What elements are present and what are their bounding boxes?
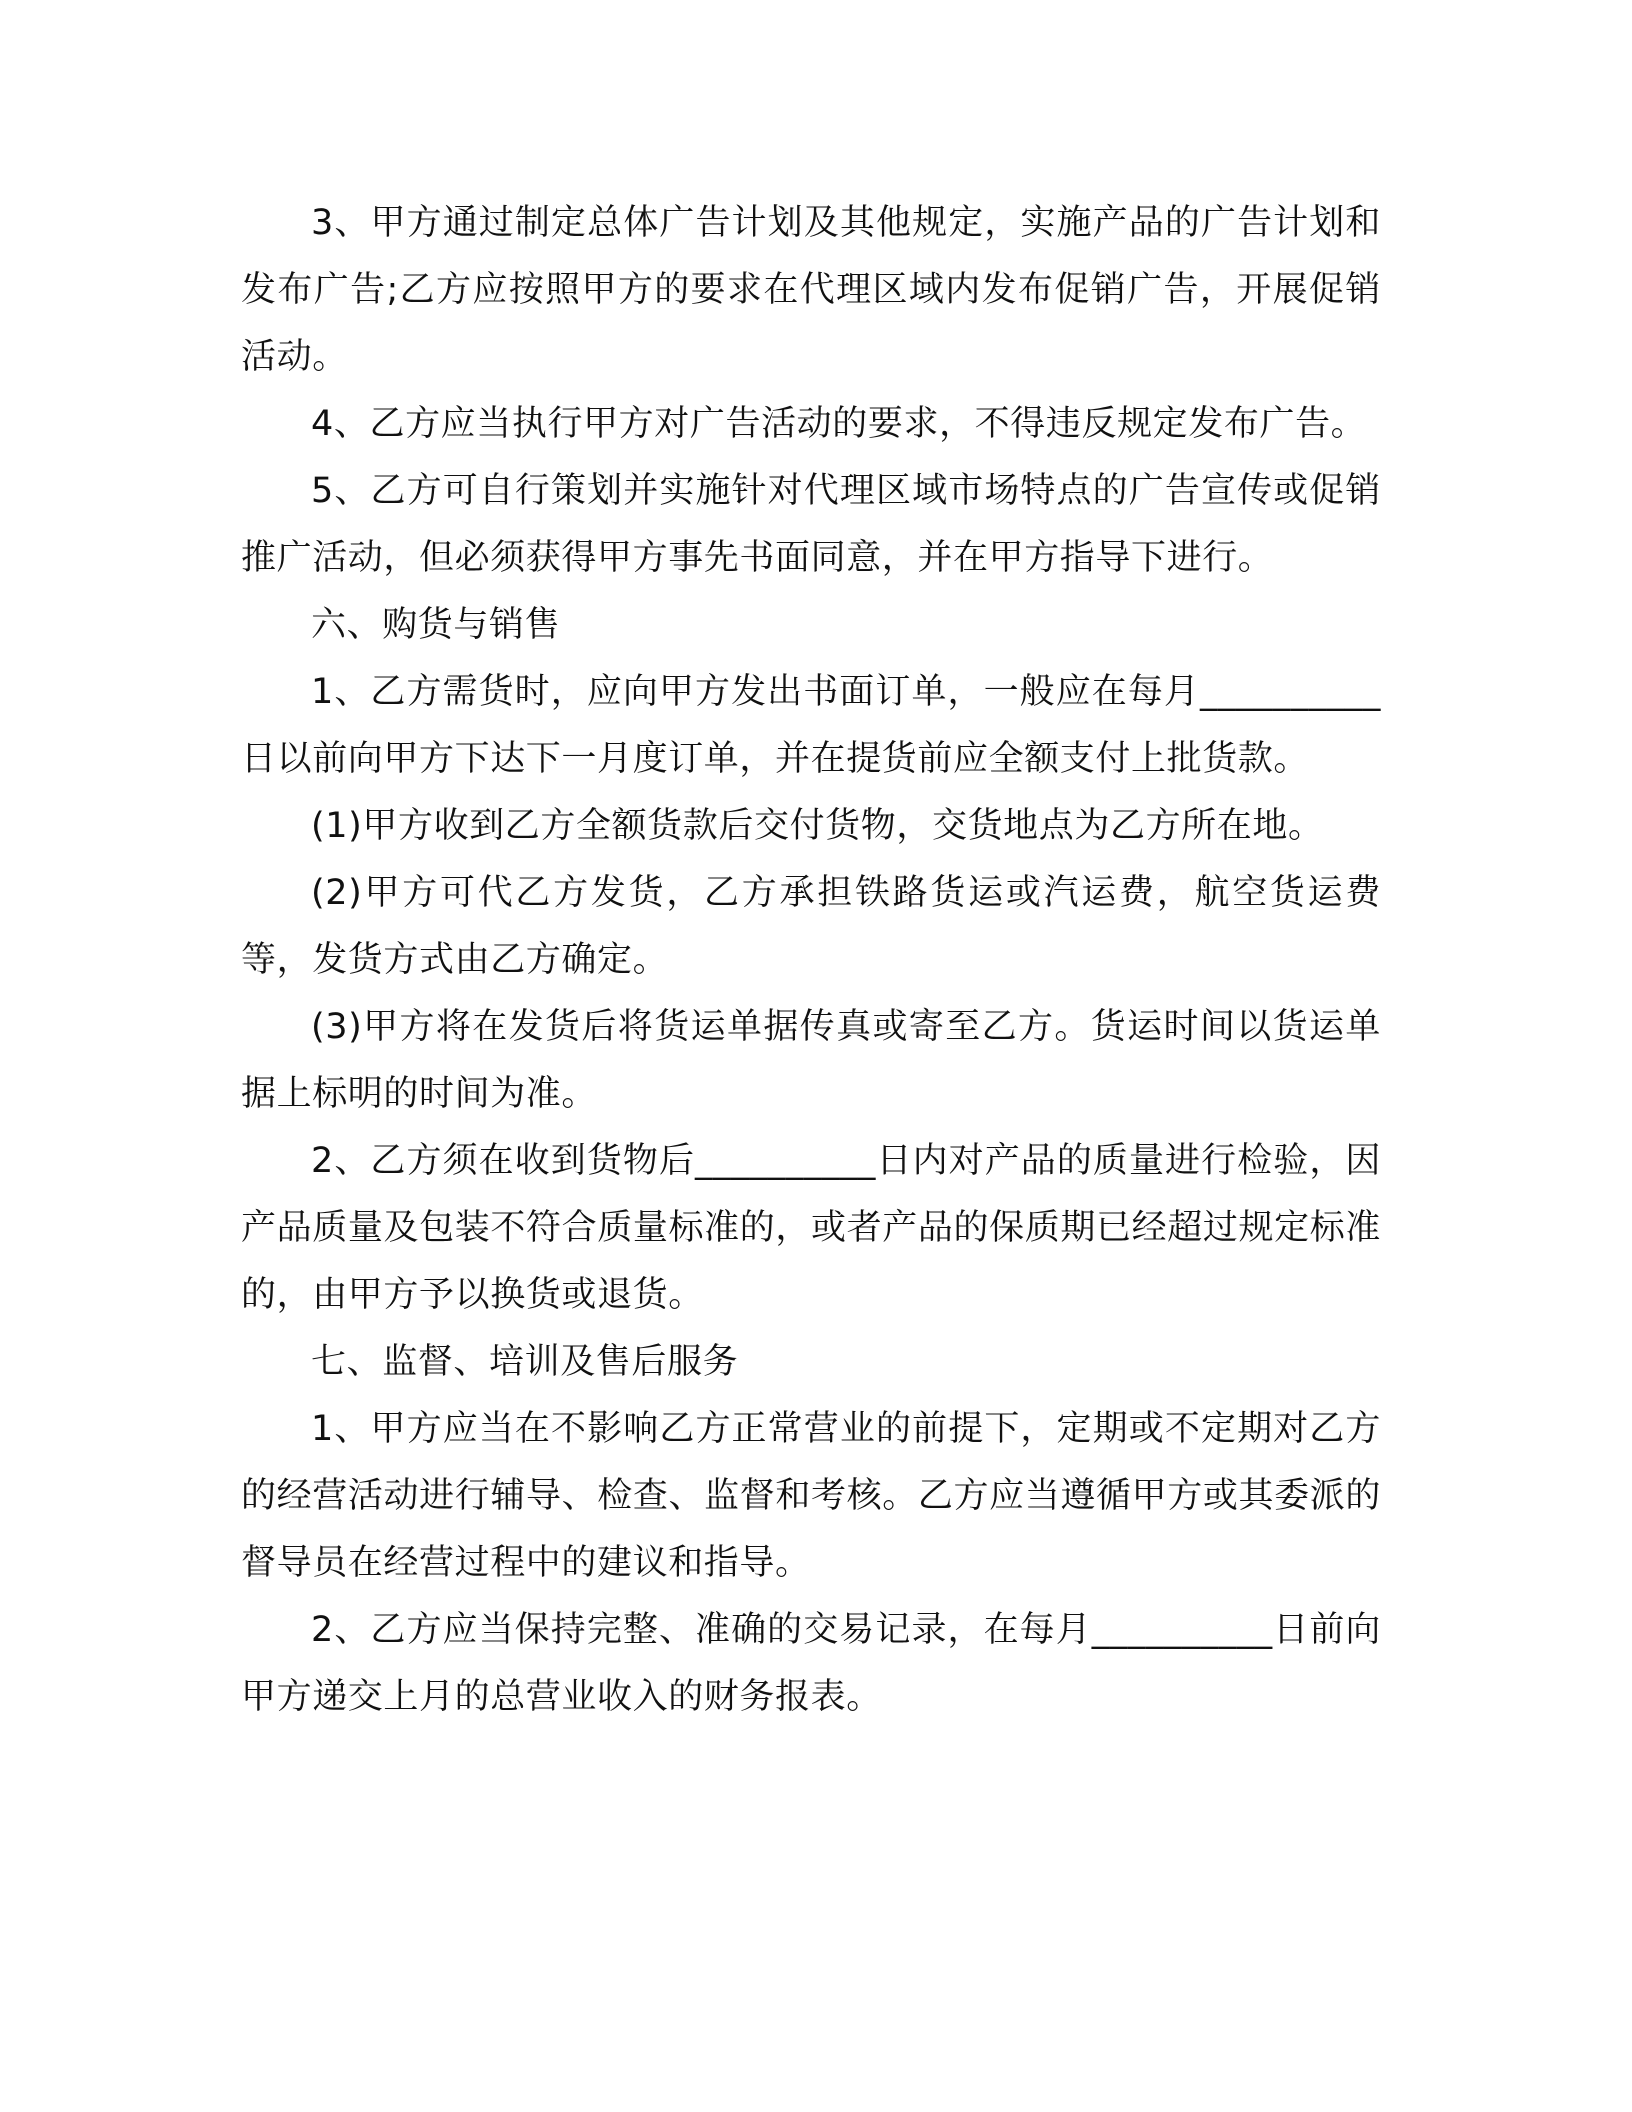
clause-2-inspection: 2、乙方须在收到货物后__________日内对产品的质量进行检验，因产品质量及包装不符合质量标准的，或者产品的保质期已经超过规定标准的，由甲方予以换货或退货。 xyxy=(241,1141,1381,1315)
clause-1-supervision: 1、甲方应当在不影响乙方正常营业的前提下，定期或不定期对乙方的经营活动进行辅导、检查、监督和考核。乙方应当遵循甲方或其委派的督导员在经营过程中的建议和指导。 xyxy=(241,1409,1381,1583)
clause-1-item-3-documents: (3)甲方将在发货后将货运单据传真或寄至乙方。货运时间以货运单据上标明的时间为准。 xyxy=(241,1007,1381,1114)
clause-1-item-2-shipping: (2)甲方可代乙方发货，乙方承担铁路货运或汽运费，航空货运费等，发货方式由乙方确定。 xyxy=(241,873,1381,980)
clause-1-orders: 1、乙方需货时，应向甲方发出书面订单，一般应在每月__________日以前向甲方下达下一月度订单，并在提货前应全额支付上批货款。 xyxy=(241,672,1381,779)
clause-3-advertising-plan: 3、甲方通过制定总体广告计划及其他规定，实施产品的广告计划和发布广告;乙方应按照甲方的要求在代理区域内发布促销广告，开展促销活动。 xyxy=(241,203,1381,377)
clause-2-financial-report: 2、乙方应当保持完整、准确的交易记录，在每月__________日前向甲方递交上月的总营业收入的财务报表。 xyxy=(241,1610,1381,1717)
clause-5-local-promotion: 5、乙方可自行策划并实施针对代理区域市场特点的广告宣传或促销推广活动，但必须获得甲方事先书面同意，并在甲方指导下进行。 xyxy=(241,471,1381,578)
document-body xyxy=(241,190,1381,1731)
section-heading-supervision: 七、监督、培训及售后服务 xyxy=(311,1342,739,1382)
section-heading-purchase-sales: 六、购货与销售 xyxy=(311,605,561,645)
clause-4-advertising-compliance: 4、乙方应当执行甲方对广告活动的要求，不得违反规定发布广告。 xyxy=(311,404,1367,444)
clause-1-item-1-delivery: (1)甲方收到乙方全额货款后交付货物，交货地点为乙方所在地。 xyxy=(311,806,1324,846)
